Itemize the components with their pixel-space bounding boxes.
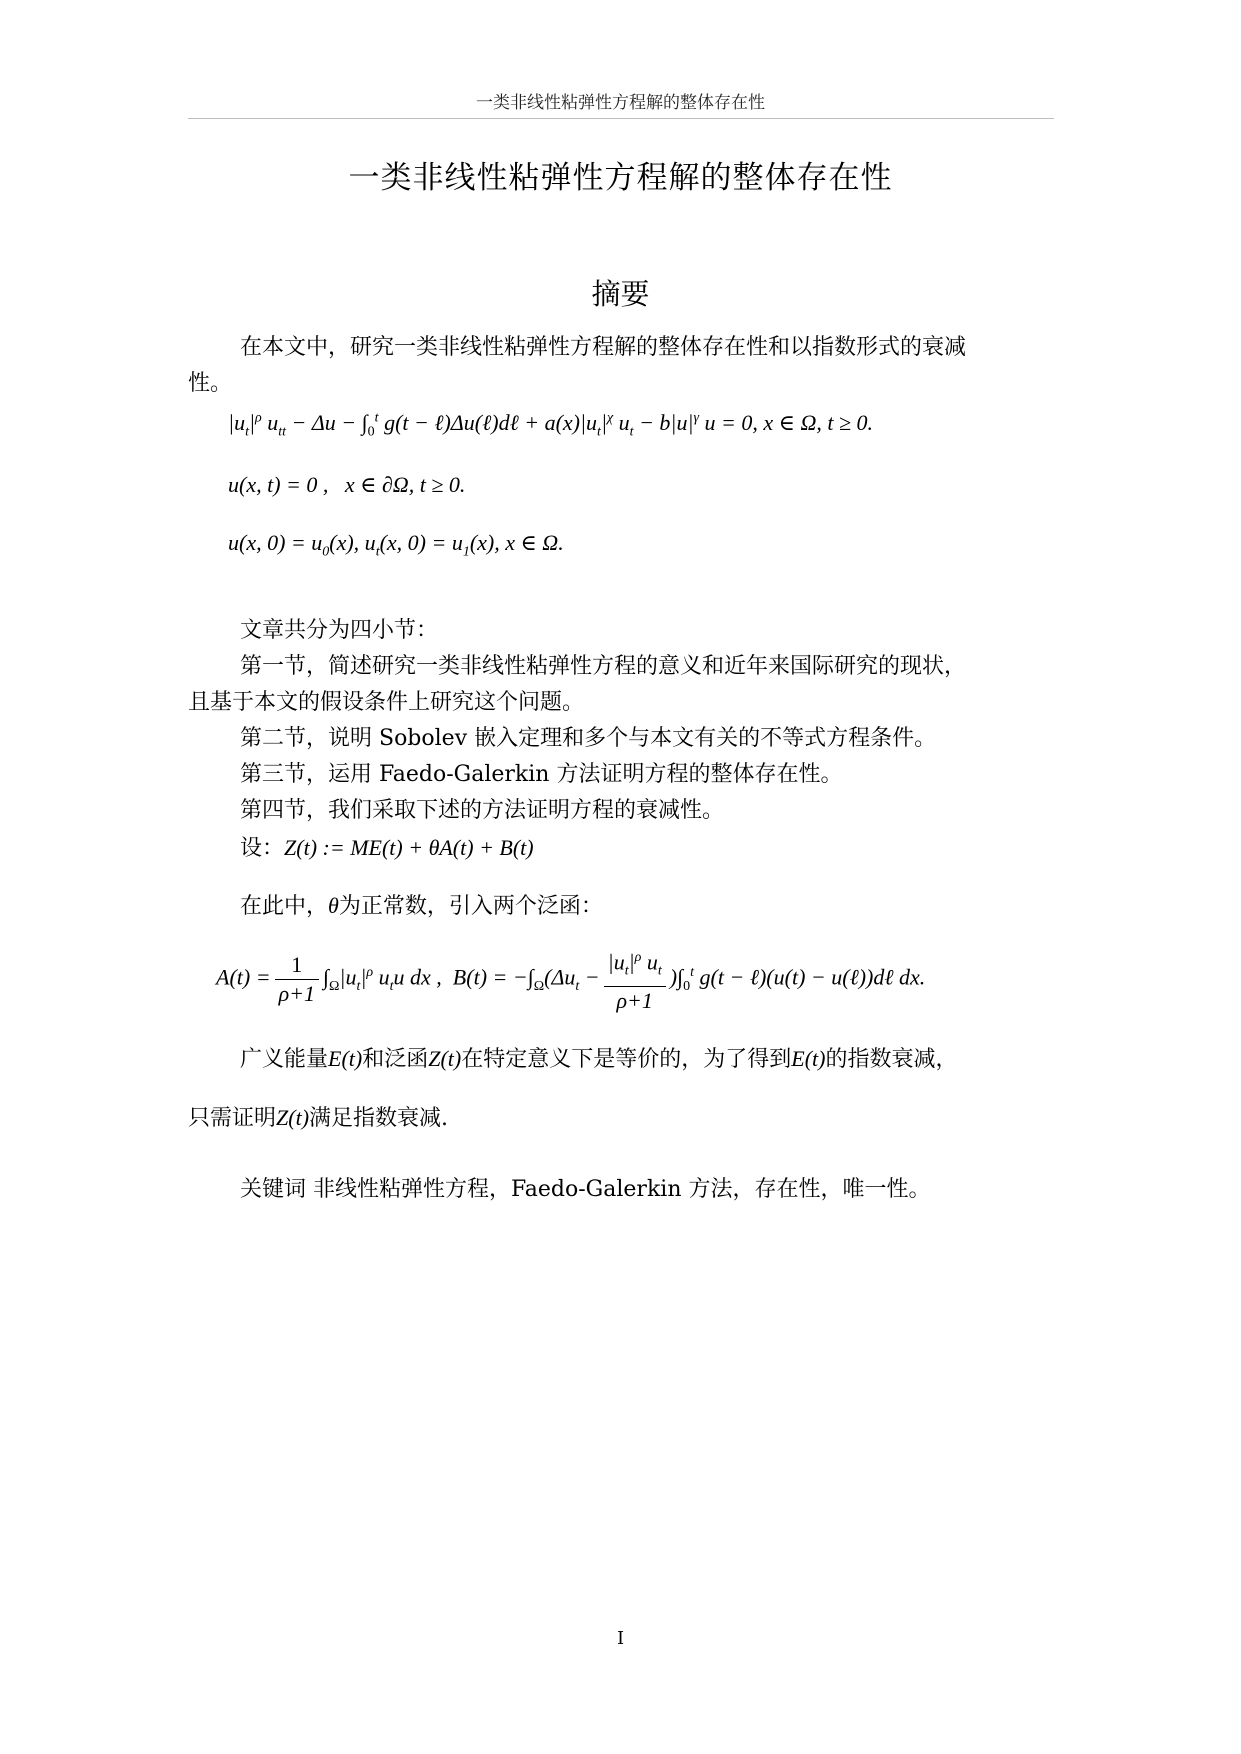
equation-initial: u(x, $0) = u_0(x)$, $u_t(x$, $0) = u_1(x)$, x ∈ Ω. <box>228 530 564 560</box>
equation-boundary: u(x, t) = 0 , x ∈ ∂Ω, t ≥ 0. <box>228 472 466 497</box>
paper-title: 一类非线性粘弹性方程解的整体存在性 <box>348 160 893 196</box>
section-4: 第四节，我们采取下述的方法证明方程的衰减性。 <box>240 798 725 823</box>
keywords-line <box>188 1172 1054 1208</box>
page-number: I <box>616 1628 625 1649</box>
sections-intro: 文章共分为四小节： <box>240 618 439 643</box>
theta-suffix: 为正常数，引入两个泛函： <box>338 894 603 919</box>
intro-paragraph <box>188 330 1054 402</box>
equivalence-text-4: 的指数衰减， <box>825 1047 958 1072</box>
section-1-line-1: 第一节，简述研究一类非线性粘弹性方程的意义和近年来国际研究的现状， <box>240 654 967 679</box>
sections-paragraph <box>188 613 1054 829</box>
keywords-label: 关键词 <box>240 1177 307 1202</box>
keywords-text: 非线性粘弹性方程，Faedo-Galerkin 方法，存在性，唯一性。 <box>313 1177 931 1202</box>
equivalence-text-6: 满足指数衰减. <box>309 1106 449 1131</box>
theta-prefix: 在此中， <box>240 894 329 919</box>
section-3: 第三节，运用 Faedo-Galerkin 方法证明方程的整体存在性。 <box>240 762 843 787</box>
equation-functionals: A(t) = $\frac{1}{\rho+1}$ $\int_\Omega|u_t|^\rho$ $u_tu$ dx , $B(t) = -\int_\Omega(\Delta u_t$ − $\frac{|u_t|^\rho u_t}{\rho+1}$ )$\int_0^t$ g(t − ℓ)(u(t) − u(ℓ))dℓ dx. <box>216 944 925 1015</box>
intro-line-2: 性。 <box>188 371 233 396</box>
functional-z-2: Z(t) <box>276 1105 310 1130</box>
let-prefix: 设： <box>240 836 285 861</box>
equivalence-text-5: 只需证明 <box>188 1106 277 1131</box>
equivalence-paragraph <box>188 1030 1054 1148</box>
header-rule <box>188 118 1054 119</box>
abstract-heading: 摘要 <box>591 277 650 311</box>
running-header: 一类非线性粘弹性方程解的整体存在性 <box>476 93 765 113</box>
equation-main: $|u_t|^\rho$ $u_{tt} - \Delta u - \int_0^t$ g(t − ℓ)Δu(ℓ)dℓ + $a(x)|u_t|^\chi$ $u_t - b|u|^\gamma$ u = 0, x ∈ Ω, t ≥ 0. <box>228 410 874 440</box>
energy-e: E(t) <box>328 1046 363 1071</box>
section-2: 第二节，说明 Sobolev 嵌入定理和多个与本文有关的不等式方程条件。 <box>240 726 937 751</box>
equivalence-text-3: 在特定意义下是等价的，为了得到 <box>461 1047 792 1072</box>
equivalence-text-1: 广义能量 <box>240 1047 329 1072</box>
intro-line-1: 在本文中，研究一类非线性粘弹性方程解的整体存在性和以指数形式的衰减 <box>240 335 967 360</box>
equivalence-text-2: 和泛函 <box>362 1047 429 1072</box>
theta-line <box>188 888 1054 925</box>
z-definition: Z(t) := ME(t) + θA(t) + B(t) <box>284 835 534 860</box>
energy-e-2: E(t) <box>791 1046 826 1071</box>
section-1-line-2: 且基于本文的假设条件上研究这个问题。 <box>188 690 585 715</box>
let-line <box>188 830 1054 867</box>
theta-symbol: θ <box>328 893 339 918</box>
functional-z: Z(t) <box>428 1046 462 1071</box>
